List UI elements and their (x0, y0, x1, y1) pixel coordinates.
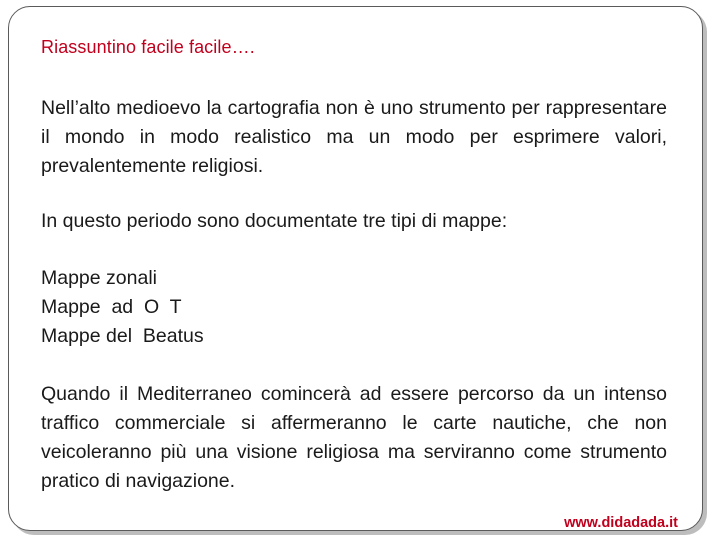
map-types-intro: In questo periodo sono documentate tre tipi di mappe: (41, 210, 508, 232)
conclusion-paragraph: Quando il Mediterraneo comincerà ad essere percorso da un intenso traffico commerciale si affermeranno le carte nautiche, che non veicoleranno più una visione religiosa ma serviranno come strumento pratico di navigazione. (41, 383, 667, 492)
slide-title: Riassuntino facile facile…. (41, 37, 255, 57)
map-type-item: Mappe ad O T (41, 296, 182, 318)
map-type-item: Mappe del Beatus (41, 325, 204, 347)
map-types-list (41, 264, 204, 351)
website-link[interactable]: www.didadada.it (564, 515, 678, 531)
map-type-item: Mappe zonali (41, 267, 157, 289)
intro-paragraph: Nell’alto medioevo la cartografia non è uno strumento per rappresentare il mondo in modo realistico ma un modo per esprimere valori, prevalentemente religiosi. (41, 97, 667, 177)
